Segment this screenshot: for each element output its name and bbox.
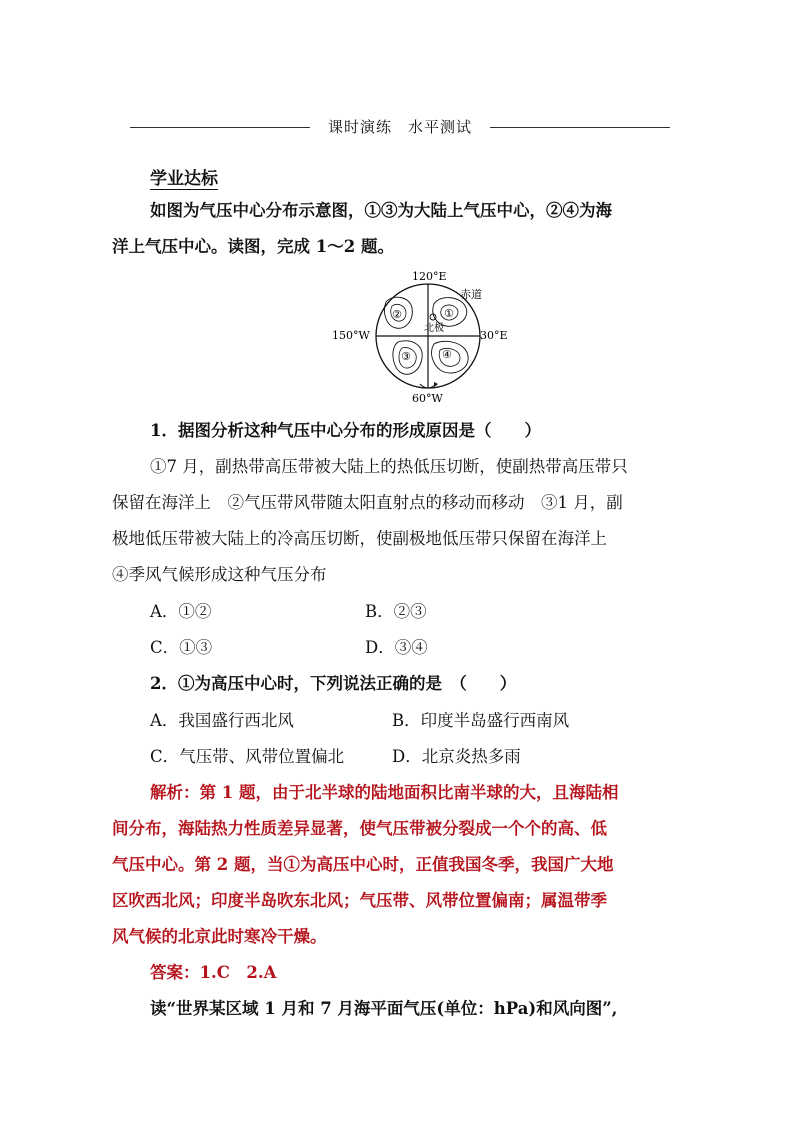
q2-stem: 2．①为高压中心时，下列说法正确的是 （ ） xyxy=(150,674,517,693)
analysis-line-5: 风气候的北京此时寒冷干燥。 xyxy=(112,927,327,946)
answer-value: 1.C 2.A xyxy=(199,963,277,982)
header-rule-right xyxy=(490,127,670,128)
q1-line-4: ④季风气候形成这种气压分布 xyxy=(112,565,327,584)
label-30e: 30°E xyxy=(480,329,508,342)
section-label: 学业达标 xyxy=(150,164,218,190)
q2-option-d: D．北京炎热多雨 xyxy=(392,747,521,766)
center-4: ④ xyxy=(442,348,452,361)
label-150w: 150°W xyxy=(332,329,370,342)
label-120e: 120°E xyxy=(412,270,447,283)
label-equator: 赤道 xyxy=(460,288,482,301)
label-60w: 60°W xyxy=(412,392,443,405)
q1-option-b: B．②③ xyxy=(365,602,427,621)
analysis-line-3: 气压中心。第 2 题，当①为高压中心时，正值我国冬季，我国广大地 xyxy=(112,855,614,874)
q2-option-a: A．我国盛行西北风 xyxy=(150,711,294,730)
q2-option-b: B．印度半岛盛行西南风 xyxy=(392,711,570,730)
q1-option-a: A．①② xyxy=(150,602,212,621)
q1-option-c: C．①③ xyxy=(150,638,213,657)
header-title: 课时演练 水平测试 xyxy=(327,118,472,136)
q1-line-1: ①7 月，副热带高压带被大陆上的热低压切断，使副热带高压带只 xyxy=(150,457,628,476)
next-intro: 读“世界某区域 1 月和 7 月海平面气压(单位：hPa)和风向图”, xyxy=(150,999,618,1018)
q2-option-c: C．气压带、风带位置偏北 xyxy=(150,747,345,766)
answer-line xyxy=(150,959,276,983)
label-north-pole: 北极 xyxy=(424,323,444,334)
intro-line-1: 如图为气压中心分布示意图，①③为大陆上气压中心，②④为海 xyxy=(150,201,612,220)
analysis-label: 解析 xyxy=(150,783,183,802)
page-header xyxy=(130,116,670,140)
pressure-center-diagram xyxy=(320,268,520,406)
center-3: ③ xyxy=(401,350,411,363)
analysis-line-1 xyxy=(150,779,618,803)
center-2: ② xyxy=(392,308,402,321)
q1-stem: 1．据图分析这种气压中心分布的形成原因是（ ） xyxy=(150,421,541,440)
q1-option-d: D．③④ xyxy=(365,638,428,657)
q1-line-2: 保留在海洋上 ②气压带风带随太阳直射点的移动而移动 ③1 月，副 xyxy=(112,493,623,512)
analysis-line-2: 间分布，海陆热力性质差异显著，使气压带被分裂成一个个的高、低 xyxy=(112,819,607,838)
header-rule-left xyxy=(130,127,310,128)
center-1: ① xyxy=(444,307,454,320)
intro-line-2: 洋上气压中心。读图，完成 1～2 题。 xyxy=(112,237,394,256)
analysis-line-4: 区吹西北风；印度半岛吹东北风；气压带、风带位置偏南；属温带季 xyxy=(112,891,607,910)
q1-line-3: 极地低压带被大陆上的冷高压切断，使副极地低压带只保留在海洋上 xyxy=(112,529,607,548)
answer-label: 答案： xyxy=(150,963,200,982)
analysis-text-1: ：第 1 题，由于北半球的陆地面积比南半球的大，且海陆相 xyxy=(183,783,619,802)
